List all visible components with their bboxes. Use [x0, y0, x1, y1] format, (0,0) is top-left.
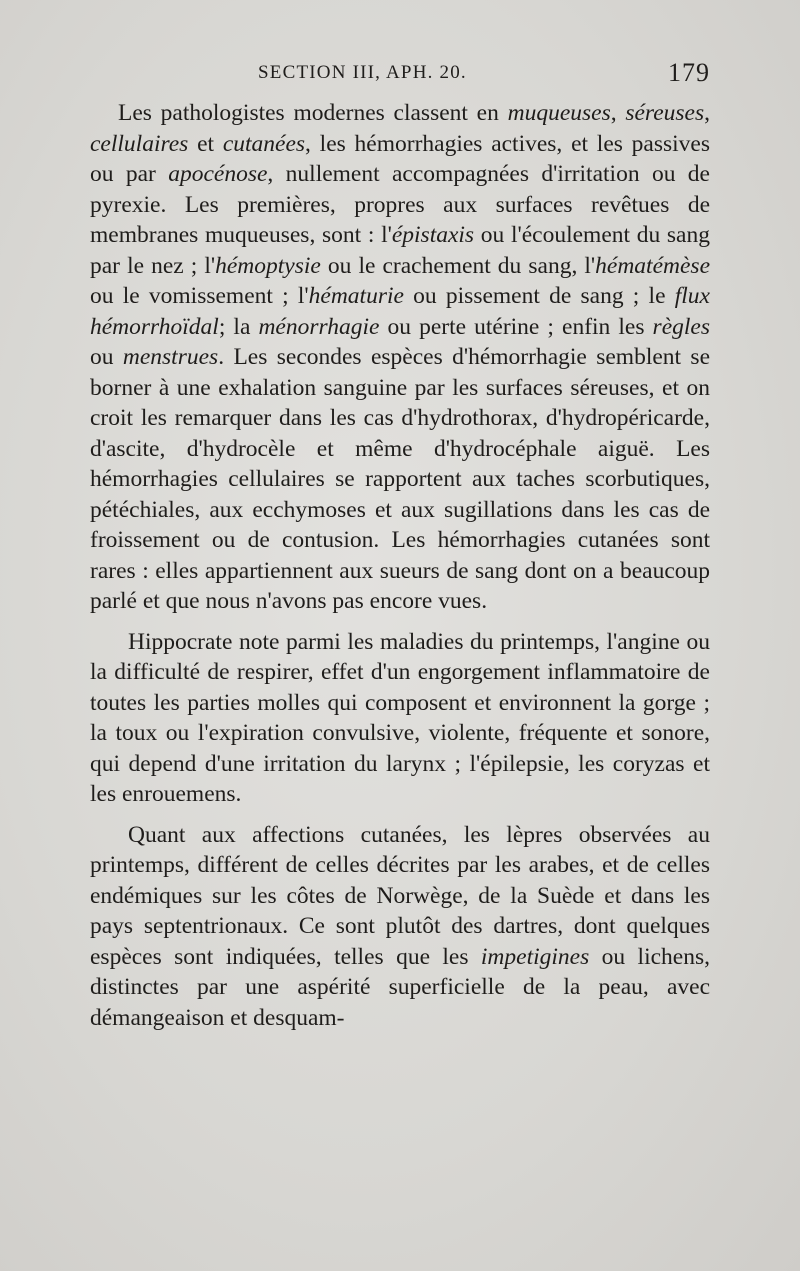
italic-term: hémoptysie — [215, 252, 321, 279]
paragraph: Les pathologistes modernes classent en muqueuses, séreuses, cellulaires et cutanées, les hémorrhagies actives, et les passives ou par apocénose, nullement accompagnées d'irritation ou de pyrexie. Les premières, propres aux surfaces revêtues de membranes muqueuses, sont : l'épistaxis ou l'écoulement du sang par le nez ; l'hémoptysie ou le crachement du sang, l'hématémèse ou le vomissement ; l'hématurie ou pissement de sang ; le flux hémorrhoïdal; la ménorrhagie ou perte utérine ; enfin les règles ou menstrues. Les secondes espèces d'hémorrhagie semblent se borner à une exhalation sanguine par les surfaces séreuses, et on croit les remarquer dans les cas d'hydrothorax, d'hydropéricarde, d'ascite, d'hydrocèle et même d'hydrocéphale aiguë. Les hémorrhagies cellulaires se rapportent aux taches scorbutiques, pétéchiales, aux ecchymoses et aux sugillations dans les cas de froissement ou de contusion. Les hémorrhagies cutanées sont rares : elles appartiennent aux sueurs de sang dont on a beaucoup parlé et que nous n'avons pas encore vues. — [90, 100, 711, 614]
italic-term: règles — [652, 313, 710, 340]
page-header — [258, 58, 710, 98]
italic-term: apocénose — [168, 161, 268, 187]
italic-term: ménorrhagie — [258, 313, 380, 340]
italic-term: cutanées — [222, 130, 306, 157]
italic-term: impetigines — [480, 943, 590, 970]
page-number: 179 — [668, 58, 710, 87]
italic-term: muqueuses — [507, 100, 611, 126]
paragraph: Quant aux affections cutanées, les lèpres observées au printemps, différent de celles décrites par les arabes, et de celles endémiques sur les côtes de Norwège, de la Suède et dans les pays septentrionaux. Ce sont plutôt des dartres, dont quelques espèces sont indiquées, telles que les impetigines ou lichens, distinctes par une aspérité superficielle de la peau, avec démangeaison et desquam- — [90, 821, 710, 1031]
italic-term: flux hémorrhoïdal — [90, 283, 710, 340]
italic-term: cellulaires — [90, 130, 189, 157]
body-text — [90, 98, 710, 1033]
paragraph: Hippocrate note parmi les maladies du printemps, l'angine ou la difficulté de respirer, effet d'un engorgement inflammatoire de toutes les parties molles qui composent et environnent la gorge ; la toux ou l'expiration convulsive, violente, fréquente et sonore, qui depend d'une irritation du larynx ; l'épilepsie, les coryzas et les enrouemens. — [90, 628, 710, 807]
italic-term: séreuses — [625, 100, 705, 126]
running-head: SECTION III, APH. 20. — [258, 62, 467, 83]
italic-term: hématémèse — [595, 252, 710, 279]
italic-term: menstrues — [122, 344, 219, 370]
italic-term: hématurie — [308, 283, 404, 309]
italic-term: épistaxis — [391, 222, 475, 248]
